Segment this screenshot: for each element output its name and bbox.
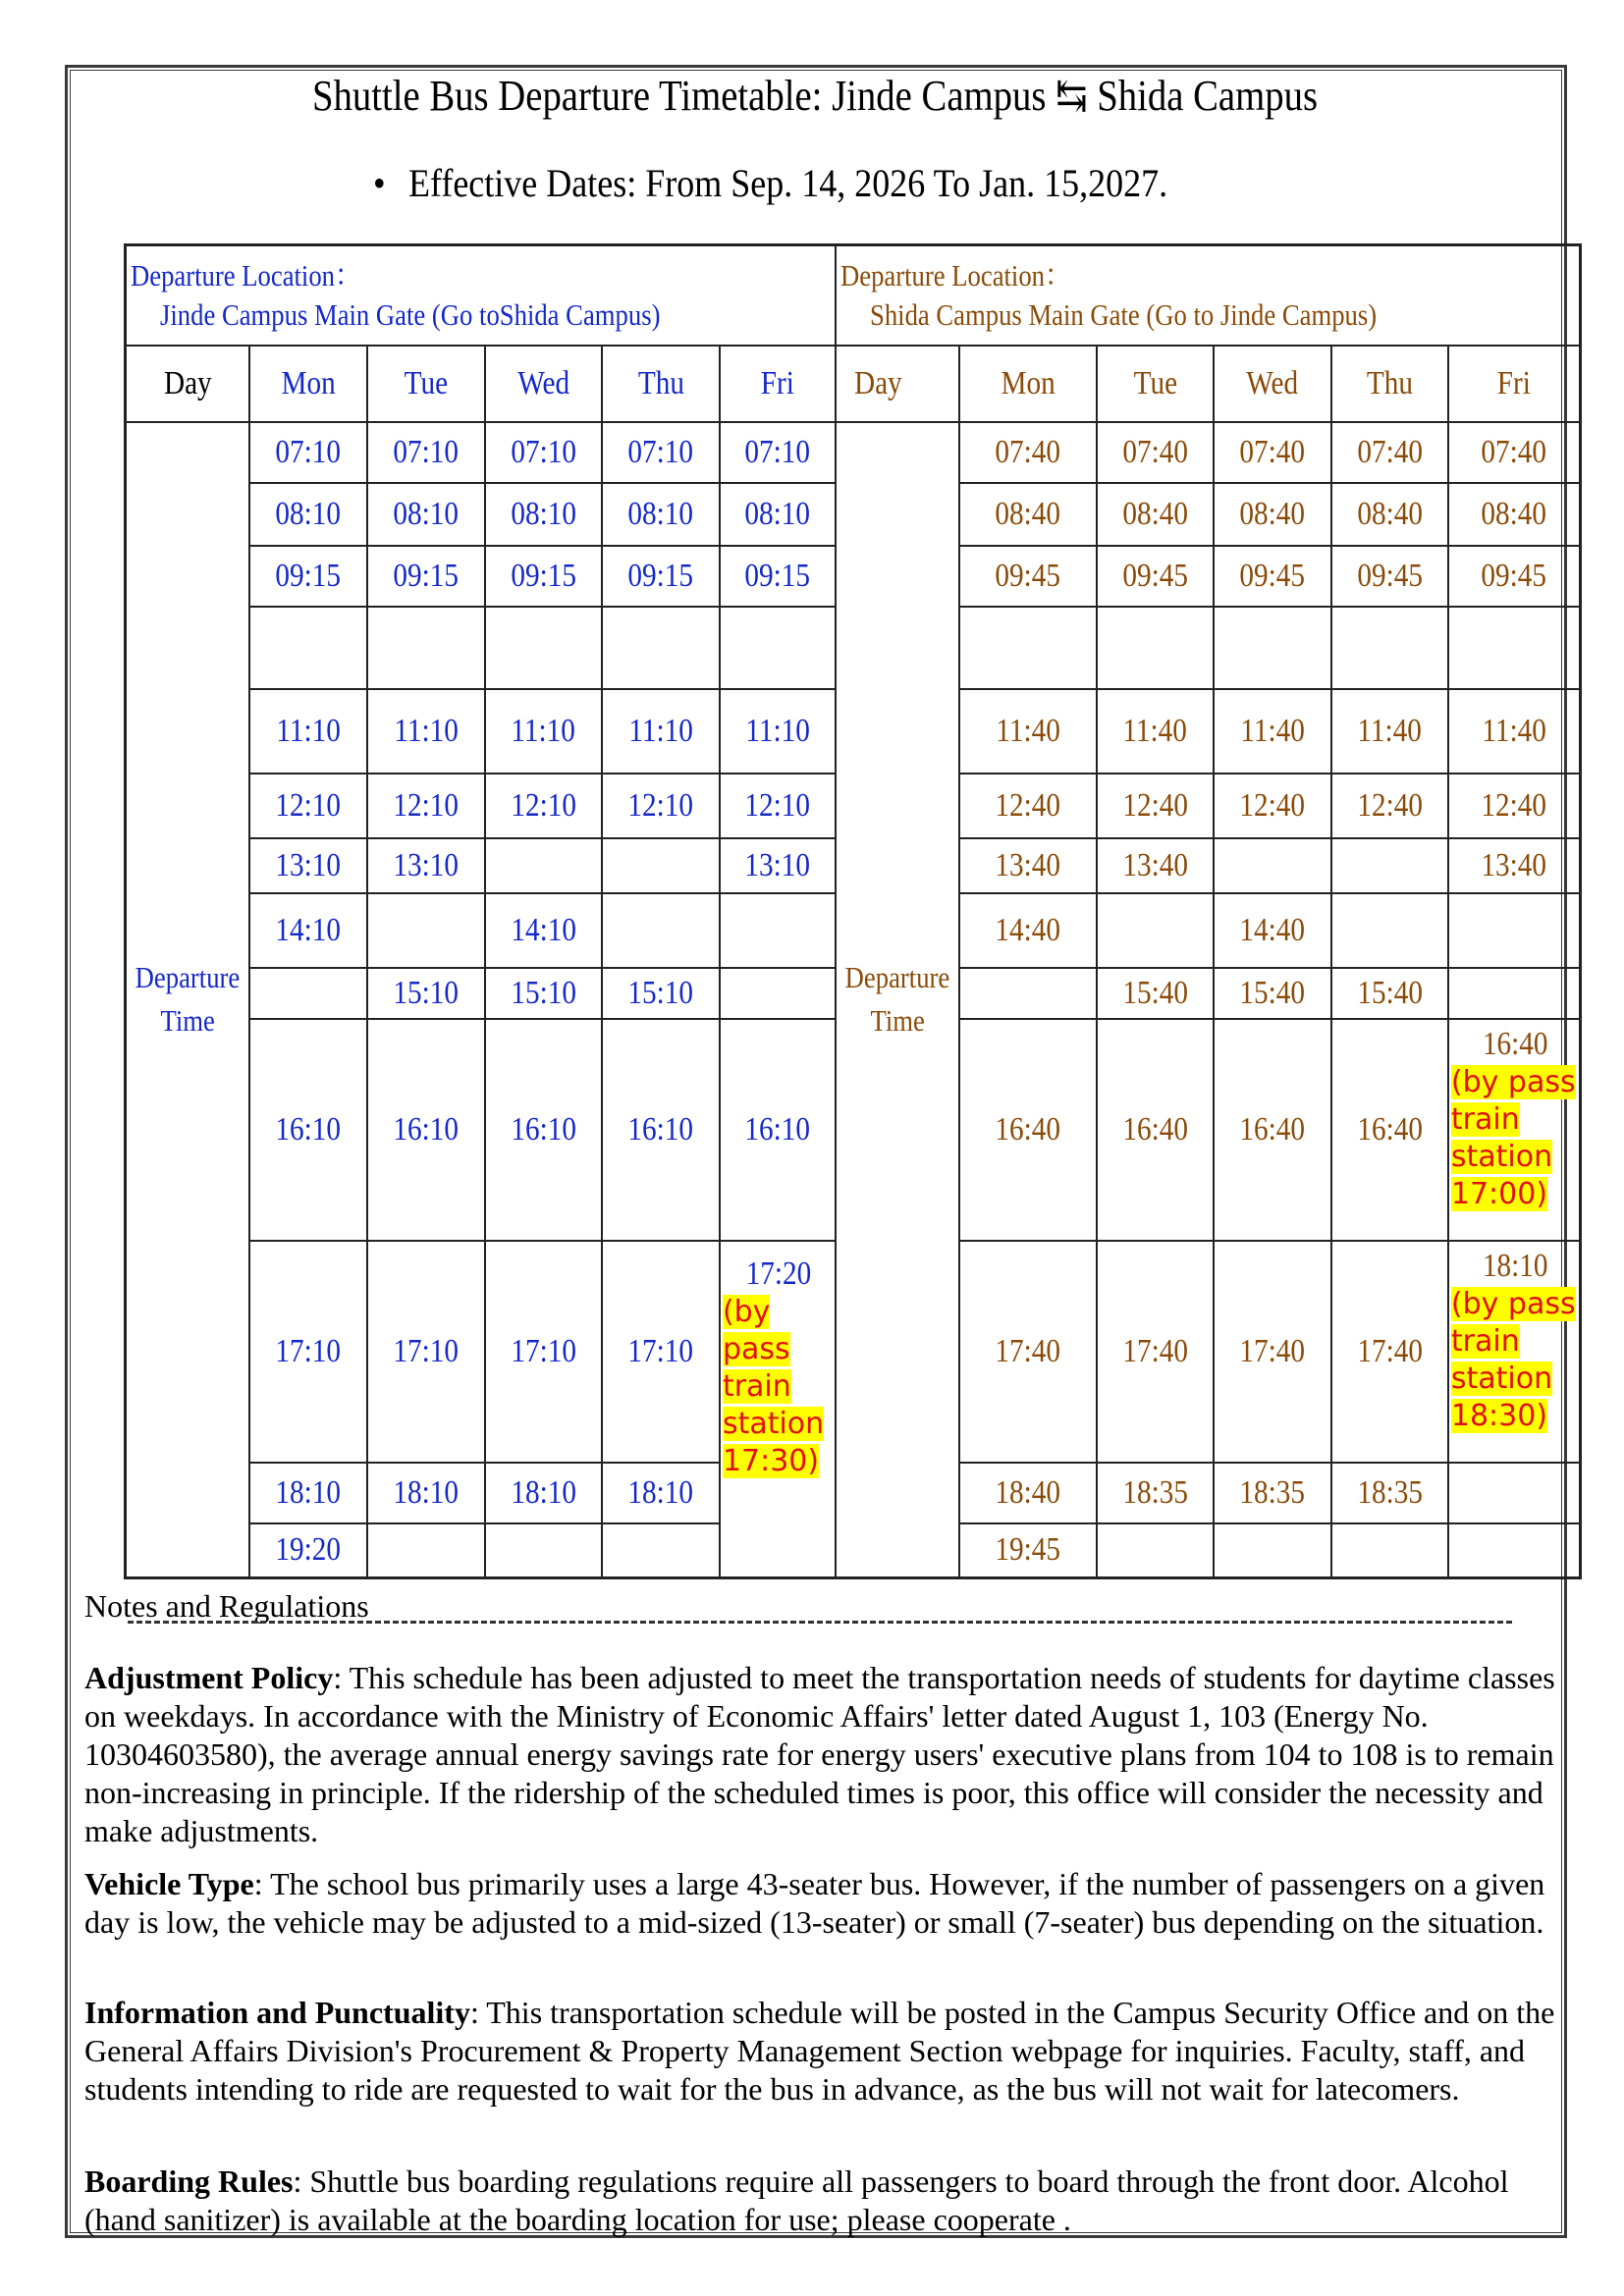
time-value: 07:40 xyxy=(995,433,1061,470)
time-value: 13:10 xyxy=(393,846,460,883)
time-cell xyxy=(1214,546,1331,607)
time-cell xyxy=(1331,546,1448,607)
right-day-header xyxy=(836,346,959,422)
time-cell xyxy=(1448,422,1581,483)
time-cell xyxy=(367,607,485,689)
time-value: 17:10 xyxy=(627,1332,694,1369)
time-cell xyxy=(1331,689,1448,774)
note-label: Adjustment Policy xyxy=(84,1660,334,1695)
right-col-fri xyxy=(1448,346,1581,422)
time-value: 07:10 xyxy=(744,433,811,470)
time-value: 12:10 xyxy=(627,786,694,824)
day-name: Mon xyxy=(1001,364,1056,401)
left-location-label: Departure Location： xyxy=(131,257,361,293)
time-cell xyxy=(1214,968,1331,1019)
time-cell xyxy=(249,607,367,689)
time-value: 13:40 xyxy=(1481,846,1547,883)
time-cell xyxy=(1097,689,1214,774)
time-cell xyxy=(1214,1241,1331,1463)
train-station-note: (by pass train station 18:30) xyxy=(1450,1286,1576,1433)
time-cell xyxy=(485,1523,602,1578)
time-cell xyxy=(1097,422,1214,483)
note-label: Information and Punctuality xyxy=(84,1995,470,2030)
note-text: : The school bus primarily uses a large 43-seater bus. However, if the number of passengers on a given day is low, the vehicle may be adjusted to a mid-sized (13-seater) or small (7-seater) bus depending on the situation. xyxy=(84,1866,1545,1940)
day-name: Wed xyxy=(517,364,569,401)
time-value: 14:40 xyxy=(995,911,1061,948)
time-value: 11:40 xyxy=(1482,712,1546,749)
time-cell xyxy=(367,893,485,968)
time-cell xyxy=(367,1523,485,1578)
time-cell xyxy=(1331,607,1448,689)
time-value: 08:40 xyxy=(995,495,1061,532)
time-value: 12:10 xyxy=(275,786,342,824)
time-cell xyxy=(602,893,720,968)
time-value: 09:45 xyxy=(1481,557,1547,594)
time-cell xyxy=(367,1241,485,1463)
time-cell xyxy=(720,689,836,774)
time-cell xyxy=(1448,1463,1581,1523)
time-cell xyxy=(367,838,485,893)
right-location-cell xyxy=(836,245,1581,346)
time-value: 19:45 xyxy=(995,1531,1061,1569)
time-cell xyxy=(1448,546,1581,607)
time-label: Time xyxy=(160,1003,215,1039)
right-departure-time-label xyxy=(836,422,959,1578)
time-value: 18:10 xyxy=(1482,1247,1548,1284)
note-label: Vehicle Type xyxy=(84,1866,254,1901)
time-cell xyxy=(602,689,720,774)
time-value: 12:10 xyxy=(744,786,811,824)
time-value: 18:10 xyxy=(393,1473,460,1511)
time-value: 09:15 xyxy=(275,557,342,594)
left-col-thu xyxy=(602,346,720,422)
time-value: 17:10 xyxy=(393,1332,460,1369)
time-cell xyxy=(959,483,1097,546)
time-cell xyxy=(1448,1019,1581,1241)
time-value: 11:10 xyxy=(745,712,810,749)
time-cell xyxy=(959,968,1097,1019)
time-cell xyxy=(602,1523,720,1578)
time-cell xyxy=(959,607,1097,689)
time-value: 16:40 xyxy=(995,1110,1061,1148)
time-cell xyxy=(249,483,367,546)
notes-title: Notes and Regulations xyxy=(84,1588,369,1624)
time-row xyxy=(126,422,1581,483)
time-value: 11:10 xyxy=(628,712,693,749)
time-value: 09:15 xyxy=(393,557,460,594)
time-cell xyxy=(1331,838,1448,893)
effective-dates xyxy=(373,160,1167,206)
time-cell xyxy=(720,893,836,968)
time-cell xyxy=(485,1241,602,1463)
notes-divider xyxy=(128,1621,1512,1624)
time-cell xyxy=(1448,893,1581,968)
time-value: 17:10 xyxy=(275,1332,342,1369)
time-value: 12:40 xyxy=(1122,786,1188,824)
time-value: 11:10 xyxy=(511,712,576,749)
time-cell xyxy=(1214,774,1331,838)
timetable xyxy=(124,243,1582,1579)
time-cell xyxy=(485,422,602,483)
time-cell xyxy=(249,838,367,893)
note-text: : This schedule has been adjusted to meet the transportation needs of students for daytime classes on weekdays. In accordance with the Ministry of Economic Affairs' letter dated August 1, 103 (Energy No. 10304603580), the average annual energy savings rate for energy users' executive plans from 104 to 108 is to remain non-increasing in principle. If the ridership of the scheduled times is poor, this office will consider the necessity and make adjustments. xyxy=(84,1660,1555,1848)
time-cell xyxy=(485,1019,602,1241)
time-value: 16:10 xyxy=(627,1110,694,1148)
time-cell xyxy=(602,607,720,689)
time-value: 17:20 xyxy=(745,1255,812,1292)
bullet-icon: • xyxy=(373,161,386,205)
time-cell xyxy=(249,968,367,1019)
day-name: Tue xyxy=(404,364,449,401)
time-cell xyxy=(1448,968,1581,1019)
time-cell xyxy=(1097,1019,1214,1241)
left-col-fri xyxy=(720,346,836,422)
right-col-mon xyxy=(959,346,1097,422)
time-value: 12:10 xyxy=(393,786,460,824)
left-departure-time-label xyxy=(126,422,249,1578)
time-value: 09:15 xyxy=(627,557,694,594)
time-value: 12:40 xyxy=(995,786,1061,824)
time-value: 15:10 xyxy=(511,974,576,1011)
time-value: 09:45 xyxy=(1122,557,1188,594)
time-value: 16:40 xyxy=(1357,1110,1423,1148)
time-value: 08:40 xyxy=(1122,495,1188,532)
time-value: 16:40 xyxy=(1122,1110,1188,1148)
time-cell xyxy=(1097,893,1214,968)
day-label: Day xyxy=(853,364,902,401)
note-information-punctuality xyxy=(84,1994,1557,2109)
time-cell xyxy=(485,546,602,607)
time-cell xyxy=(720,607,836,689)
time-cell xyxy=(367,968,485,1019)
time-value: 08:40 xyxy=(1357,495,1423,532)
time-cell xyxy=(1097,1523,1214,1578)
time-cell xyxy=(720,774,836,838)
time-cell xyxy=(1214,1019,1331,1241)
left-col-tue xyxy=(367,346,485,422)
time-value: 08:40 xyxy=(1481,495,1547,532)
time-cell xyxy=(1097,546,1214,607)
time-cell xyxy=(959,838,1097,893)
time-value: 13:40 xyxy=(995,846,1061,883)
time-cell xyxy=(1448,607,1581,689)
note-text: : This transportation schedule will be posted in the Campus Security Office and on the General Affairs Division's Procurement & Property Management Section webpage for inquiries. Faculty, staff, and students intending to ride are requested to wait for the bus in advance, as the bus will not wait for latecomers. xyxy=(84,1995,1555,2107)
time-cell xyxy=(1097,1241,1214,1463)
time-value: 17:40 xyxy=(995,1332,1061,1369)
day-name: Mon xyxy=(281,364,336,401)
time-cell xyxy=(959,689,1097,774)
time-cell xyxy=(367,546,485,607)
time-cell xyxy=(1214,689,1331,774)
time-cell xyxy=(720,1019,836,1241)
time-value: 08:10 xyxy=(511,495,576,532)
time-cell xyxy=(485,838,602,893)
time-cell xyxy=(367,483,485,546)
time-value: 08:10 xyxy=(744,495,811,532)
time-value: 18:40 xyxy=(995,1473,1061,1511)
departure-label: Departure xyxy=(844,960,950,995)
time-value: 09:15 xyxy=(744,557,811,594)
day-label: Day xyxy=(163,364,212,401)
time-cell xyxy=(1448,774,1581,838)
time-cell xyxy=(602,1241,720,1463)
time-value: 16:10 xyxy=(393,1110,460,1148)
right-location-name: Shida Campus Main Gate (Go to Jinde Campus) xyxy=(869,296,1378,332)
time-cell xyxy=(249,1019,367,1241)
time-value: 07:10 xyxy=(393,433,460,470)
time-cell xyxy=(485,689,602,774)
time-value: 18:35 xyxy=(1122,1473,1188,1511)
time-value: 18:10 xyxy=(627,1473,694,1511)
time-value: 15:40 xyxy=(1122,974,1188,1011)
time-cell xyxy=(959,1463,1097,1523)
location-header-row xyxy=(126,245,1581,346)
time-cell xyxy=(1214,422,1331,483)
time-cell xyxy=(485,774,602,838)
time-value: 09:45 xyxy=(995,557,1061,594)
left-col-wed xyxy=(485,346,602,422)
time-value: 15:40 xyxy=(1239,974,1306,1011)
time-value: 16:10 xyxy=(744,1110,811,1148)
time-cell xyxy=(720,546,836,607)
time-cell xyxy=(249,1523,367,1578)
time-cell xyxy=(1097,483,1214,546)
time-value: 13:10 xyxy=(744,846,811,883)
page-title: Shuttle Bus Departure Timetable: Jinde Campus ↹ Shida Campus xyxy=(311,72,1319,120)
time-value: 08:10 xyxy=(275,495,342,532)
time-cell xyxy=(367,1463,485,1523)
left-location-cell xyxy=(126,245,836,346)
time-cell xyxy=(1448,838,1581,893)
time-value: 15:10 xyxy=(627,974,694,1011)
left-day-header xyxy=(126,346,249,422)
left-location-name: Jinde Campus Main Gate (Go toShida Campus) xyxy=(160,296,661,332)
time-value: 18:35 xyxy=(1357,1473,1423,1511)
time-cell xyxy=(1331,968,1448,1019)
right-col-tue xyxy=(1097,346,1214,422)
time-cell xyxy=(367,689,485,774)
departure-label: Departure xyxy=(135,960,241,995)
time-value: 07:10 xyxy=(275,433,342,470)
time-cell xyxy=(1331,1241,1448,1463)
note-text: : Shuttle bus boarding regulations require all passengers to board through the front door. Alcohol (hand sanitizer) is available at the boarding location for use; please cooperate . xyxy=(84,2163,1509,2237)
time-cell xyxy=(720,483,836,546)
time-cell xyxy=(367,422,485,483)
time-cell xyxy=(602,483,720,546)
time-value: 11:40 xyxy=(1122,712,1188,749)
time-value: 18:10 xyxy=(511,1473,576,1511)
time-value: 18:35 xyxy=(1239,1473,1306,1511)
time-cell xyxy=(1331,483,1448,546)
time-value: 18:10 xyxy=(275,1473,342,1511)
time-value: 13:40 xyxy=(1122,846,1188,883)
time-value: 16:10 xyxy=(275,1110,342,1148)
time-value: 07:40 xyxy=(1122,433,1188,470)
time-cell xyxy=(602,422,720,483)
time-cell xyxy=(1331,422,1448,483)
time-cell xyxy=(602,838,720,893)
time-value: 17:40 xyxy=(1357,1332,1423,1369)
time-value: 14:10 xyxy=(511,911,576,948)
note-vehicle-type xyxy=(84,1865,1557,1942)
time-value: 11:10 xyxy=(276,712,341,749)
time-cell xyxy=(1331,774,1448,838)
time-cell xyxy=(1097,1463,1214,1523)
time-value: 11:40 xyxy=(1357,712,1423,749)
time-cell xyxy=(1214,1463,1331,1523)
train-station-note: (by pass train station 17:30) xyxy=(722,1294,825,1478)
time-cell xyxy=(720,968,836,1019)
time-value: 09:45 xyxy=(1357,557,1423,594)
time-value: 07:40 xyxy=(1239,433,1306,470)
time-value: 15:10 xyxy=(393,974,460,1011)
day-name: Wed xyxy=(1246,364,1299,401)
time-value: 09:15 xyxy=(511,557,576,594)
time-cell xyxy=(485,483,602,546)
time-value: 17:10 xyxy=(511,1332,576,1369)
time-value: 11:40 xyxy=(1240,712,1305,749)
time-value: 08:40 xyxy=(1239,495,1306,532)
time-cell xyxy=(720,838,836,893)
day-name: Fri xyxy=(760,364,795,401)
time-cell xyxy=(602,1463,720,1523)
time-cell xyxy=(959,893,1097,968)
time-value: 19:20 xyxy=(275,1531,342,1569)
time-cell xyxy=(485,607,602,689)
time-cell xyxy=(367,774,485,838)
time-cell xyxy=(485,1463,602,1523)
effective-dates-text: Effective Dates: From Sep. 14, 2026 To Jan. 15,2027. xyxy=(408,161,1168,205)
time-cell xyxy=(959,546,1097,607)
time-cell xyxy=(485,968,602,1019)
time-value: 07:10 xyxy=(511,433,576,470)
time-value: 16:40 xyxy=(1239,1110,1306,1148)
time-cell xyxy=(249,546,367,607)
time-label: Time xyxy=(870,1003,925,1039)
time-value: 12:40 xyxy=(1239,786,1306,824)
time-cell xyxy=(1097,968,1214,1019)
day-name: Tue xyxy=(1133,364,1177,401)
time-value: 09:45 xyxy=(1239,557,1306,594)
time-value: 11:10 xyxy=(394,712,459,749)
time-value: 17:40 xyxy=(1239,1332,1306,1369)
time-value: 08:10 xyxy=(393,495,460,532)
time-cell xyxy=(959,422,1097,483)
day-name: Thu xyxy=(1366,364,1413,401)
time-value: 12:40 xyxy=(1481,786,1547,824)
time-cell xyxy=(1331,893,1448,968)
right-location-label: Departure Location： xyxy=(839,257,1071,293)
time-cell xyxy=(1214,893,1331,968)
time-cell xyxy=(1448,689,1581,774)
time-cell xyxy=(959,1241,1097,1463)
time-cell xyxy=(1448,483,1581,546)
time-value: 16:10 xyxy=(511,1110,576,1148)
time-cell xyxy=(720,422,836,483)
time-value: 07:10 xyxy=(627,433,694,470)
train-station-note: (by pass train station 17:00) xyxy=(1450,1064,1576,1211)
time-cell xyxy=(1214,607,1331,689)
time-cell xyxy=(1331,1463,1448,1523)
time-cell xyxy=(249,893,367,968)
day-name: Thu xyxy=(637,364,684,401)
time-cell xyxy=(1448,1523,1581,1578)
time-cell xyxy=(485,893,602,968)
time-value: 16:40 xyxy=(1482,1025,1548,1062)
time-value: 17:40 xyxy=(1122,1332,1188,1369)
time-value: 14:40 xyxy=(1239,911,1306,948)
time-cell xyxy=(1214,1523,1331,1578)
time-value: 11:40 xyxy=(996,712,1060,749)
time-cell xyxy=(602,546,720,607)
time-cell xyxy=(249,422,367,483)
time-value: 14:10 xyxy=(275,911,342,948)
time-cell xyxy=(1448,1241,1581,1463)
time-cell xyxy=(249,1463,367,1523)
time-cell xyxy=(1331,1019,1448,1241)
time-cell xyxy=(720,1241,836,1578)
time-cell xyxy=(602,968,720,1019)
time-cell xyxy=(367,1019,485,1241)
right-col-thu xyxy=(1331,346,1448,422)
time-cell xyxy=(1097,607,1214,689)
time-cell xyxy=(602,1019,720,1241)
right-col-wed xyxy=(1214,346,1331,422)
time-cell xyxy=(1097,838,1214,893)
day-name: Fri xyxy=(1497,364,1532,401)
time-cell xyxy=(959,1019,1097,1241)
time-cell xyxy=(1331,1523,1448,1578)
time-value: 08:10 xyxy=(627,495,694,532)
time-cell xyxy=(1214,838,1331,893)
time-value: 12:40 xyxy=(1357,786,1423,824)
time-cell xyxy=(1214,483,1331,546)
time-cell xyxy=(602,774,720,838)
note-label: Boarding Rules xyxy=(84,2163,294,2199)
time-value: 15:40 xyxy=(1357,974,1423,1011)
time-cell xyxy=(959,774,1097,838)
time-value: 07:40 xyxy=(1481,433,1547,470)
time-cell xyxy=(249,1241,367,1463)
time-value: 13:10 xyxy=(275,846,342,883)
time-cell xyxy=(249,689,367,774)
time-value: 12:10 xyxy=(511,786,576,824)
day-header-row xyxy=(126,346,1581,422)
time-cell xyxy=(959,1523,1097,1578)
left-col-mon xyxy=(249,346,367,422)
time-value: 07:40 xyxy=(1357,433,1423,470)
note-boarding-rules xyxy=(84,2163,1557,2239)
time-cell xyxy=(1097,774,1214,838)
time-cell xyxy=(249,774,367,838)
note-adjustment-policy xyxy=(84,1659,1557,1850)
